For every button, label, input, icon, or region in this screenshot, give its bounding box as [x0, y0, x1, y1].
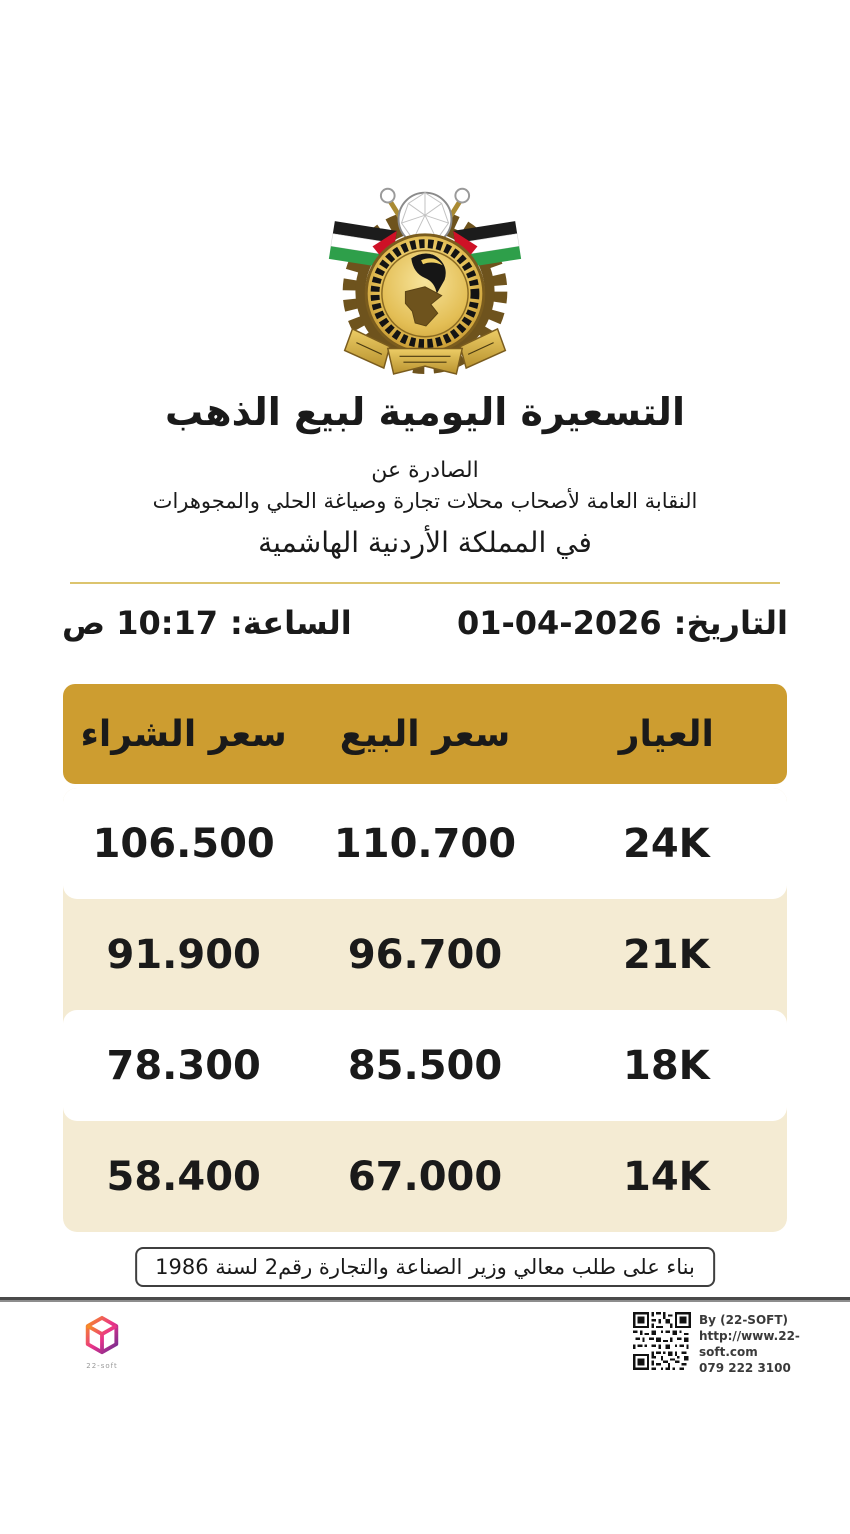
table-row	[63, 788, 787, 899]
credit-block	[633, 1312, 850, 1376]
table-row	[63, 1121, 787, 1232]
sell-cell: 85.500	[347, 1042, 503, 1089]
date-value: 01-04-2026	[456, 604, 662, 642]
karat-cell: 21K	[623, 931, 710, 978]
sell-cell: 67.000	[347, 1153, 503, 1200]
buy-cell: 58.400	[106, 1153, 261, 1200]
time-value: 10:17 ص	[62, 604, 219, 642]
header-sell: سعر البيع	[339, 713, 511, 755]
syndicate-name: النقابة العامة لأصحاب محلات تجارة وصياغة الحلي والمجوهرات	[152, 489, 698, 513]
buy-cell: 91.900	[106, 931, 261, 978]
date-label: التاريخ:	[673, 604, 788, 642]
issued-by-line: الصادرة عن	[371, 458, 479, 483]
date-group	[457, 604, 788, 642]
kingdom-line: في المملكة الأردنية الهاشمية	[258, 526, 592, 559]
sell-cell: 110.700	[333, 820, 517, 867]
header-karat: العيار	[618, 713, 714, 755]
header-buy: سعر الشراء	[80, 713, 287, 755]
price-table-body	[63, 788, 787, 1232]
table-row	[63, 1010, 787, 1121]
sell-cell: 96.700	[347, 931, 503, 978]
footer-divider	[0, 1297, 850, 1302]
credit-by: By (22-SOFT)	[699, 1313, 789, 1327]
buy-cell: 78.300	[106, 1042, 261, 1089]
gold-divider	[70, 582, 780, 584]
credit-phone: 079 222 3100	[699, 1361, 791, 1375]
cube-logo-icon	[79, 1342, 125, 1361]
time-label: الساعة:	[230, 604, 352, 642]
buy-cell: 106.500	[92, 820, 275, 867]
page-title: التسعيرة اليومية لبيع الذهب	[165, 390, 685, 434]
company-logo	[78, 1315, 126, 1370]
karat-cell: 14K	[623, 1153, 710, 1200]
karat-cell: 18K	[623, 1042, 710, 1089]
time-group	[62, 604, 352, 642]
logo-caption: 22-soft	[86, 1362, 118, 1370]
qr-code-icon	[633, 1312, 691, 1374]
credit-text	[699, 1312, 850, 1376]
credit-url: http://www.22-soft.com	[699, 1329, 800, 1359]
table-row	[63, 899, 787, 1010]
price-table-header	[63, 684, 787, 784]
syndicate-emblem-icon	[327, 166, 523, 388]
decree-note: بناء على طلب معالي وزير الصناعة والتجارة رقم2 لسنة 1986	[135, 1247, 715, 1287]
karat-cell: 24K	[623, 820, 710, 867]
datetime-row	[62, 604, 788, 642]
